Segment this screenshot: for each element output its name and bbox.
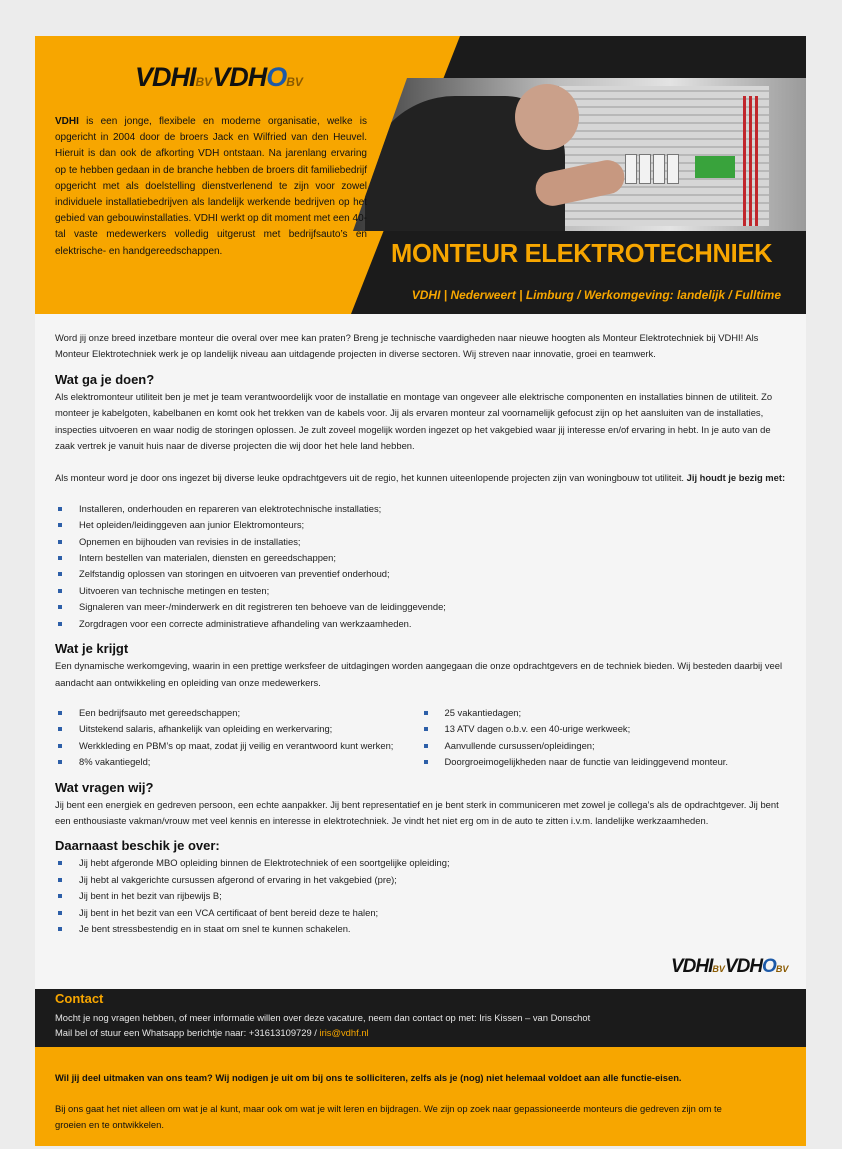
list-item: Een bedrijfsauto met gereedschappen; [55,705,421,721]
opening-paragraph: Word jij onze breed inzetbare monteur die overal over mee kan praten? Breng je technische vaardigheden naar nieuwe hoogten als Monteur Elektrotechniek bij VDHI! Als Monteur Elektrotechniek werk je op landelijk niveau aan uitdagende projecten in diverse sectoren. Wij streven naar innovatie, groei en teamwerk. [55,332,759,360]
contact-section [35,989,806,1047]
section-heading-wat-je-krijgt: Wat je krijgt [55,641,129,657]
benefits-list-right [421,705,787,771]
section-paragraph: Jij bent een energiek en gedreven persoon, een echte aanpakker. Jij bent representatief en je bent sterk in communiceren met zowel je collega’s als de opdrachtgever. Jij bent een enthousiaste vakman/vrouw met veel kennis en interesse in elektrotechniek. Je vindt het niet erg om in de auto te zitten i.v.m. landelijke werkzaamheden. [55,798,779,826]
list-item: Jij bent in het bezit van rijbewijs B; [55,888,786,904]
requirements-list [55,855,786,937]
job-title: MONTEUR ELEKTROTECHNIEK [391,240,773,268]
list-item: Uitvoeren van technische metingen en testen; [55,583,786,599]
list-item: Intern bestellen van materialen, diensten en gereedschappen; [55,550,786,566]
list-item: 25 vakantiedagen; [421,705,787,721]
list-item: Installeren, onderhouden en repareren van elektrotechnische installaties; [55,501,786,517]
list-item: Opnemen en bijhouden van revisies in de installaties; [55,534,786,550]
list-item: Zelfstandig oplossen van storingen en uitvoeren van preventief onderhoud; [55,566,786,582]
header-banner [35,36,806,314]
list-item: Aanvullende cursussen/opleidingen; [421,738,787,754]
section-paragraph: Als elektromonteur utiliteit ben je met je team verantwoordelijk voor de installatie en montage van ongeveer alle elektrische componenten en installaties binnen de utiliteit. Zo monteer je kabelgoten, kabelbanen en komt ook het trekken van de kabels voor. Jij als ervaren monteur zal voornamelijk gefocust zijn op het aansluiten van de installaties, inspecties uitvoeren en waar nodig de storingen oplossen. Je zult zoveel mogelijk worden ingezet op het vakgebied waar jij interesse en/of ervaring in hebt. In je auto van de zaak vertrek je vanuit huis naar de diverse projecten die wij door het hele land hebben. [55,390,773,452]
benefits-columns [55,705,786,771]
contact-line: Mail bel of stuur een Whatsapp berichtje naar: +31613109729 / iris@vdhf.nl [55,1027,369,1038]
section-heading-wat-vragen-wij: Wat vragen wij? [55,779,154,795]
vacancy-content [55,330,786,937]
section-paragraph: Een dynamische werkomgeving, waarin in een prettige werksfeer de uitdagingen worden aangegaan die onze opdrachtgevers en de techniek bieden. Wij besteden daarbij veel aandacht aan ontwikkeling en opleiding van onze medewerkers. [55,660,783,688]
list-item: 8% vakantiegeld; [55,754,421,770]
section-paragraph: Als monteur word je door ons ingezet bij diverse leuke opdrachtgevers uit de regio, het kunnen uiteenlopende projecten zijn van woningbouw tot utiliteit. Jij houdt je bezig met: [55,472,786,484]
list-item: Zorgdragen voor een correcte administratieve afhandeling van werkzaamheden. [55,616,786,632]
section-heading-daarnaast: Daarnaast beschik je over: [55,838,220,854]
tasks-list [55,501,786,632]
job-subtitle: VDHI | Nederweert | Limburg / Werkomgeving: landelijk / Fulltime [411,288,781,302]
contact-heading: Contact [55,991,104,1006]
contact-email-link[interactable]: iris@vdhf.nl [319,1027,369,1038]
benefits-list-left [55,705,421,771]
list-item: Signaleren van meer-/minderwerk en dit registreren ten behoeve van de leidinggevende; [55,599,786,615]
list-item: Je bent stressbestendig en in staat om snel te kunnen schakelen. [55,921,786,937]
company-intro: VDHI is een jonge, flexibele en moderne organisatie, welke is opgericht in 2004 door de broers Jack en Wilfried van den Heuvel. Hieruit is dan ook de afkorting VDH ontstaan. Na jarenlang ervaring op te hebben gedaan in de branche hebben de broers dit familiebedrijf opgericht met als doelstelling dienstverlenend te zijn voor zowel individuele installatiebedrijven als landelijk werkende bedrijven op het gebied van gebouwinstallaties. VDHI werkt op dit moment met een 40-tal vaste medewerkers volledig uitgerust met bedrijfsauto’s en elektrische- en handgereedschappen. [55,116,367,257]
list-item: 13 ATV dagen o.b.v. een 40-urige werkweek; [421,721,787,737]
list-item: Doorgroeimogelijkheden naar de functie van leidinggevend monteur. [421,754,787,770]
footer-text: Bij ons gaat het niet alleen om wat je al kunt, maar ook om wat je wilt leren en bijdragen. We zijn op zoek naar gepassioneerde monteurs die gedreven zijn om te groeien en te ontwikkelen. [55,1103,722,1130]
contact-line: Mocht je nog vragen hebben, of meer informatie willen over deze vacature, neem dan contact op met: Iris Kissen – van Donschot [55,1012,591,1023]
footer-callout: Wil jij deel uitmaken van ons team? Wij nodigen je uit om bij ons te solliciteren, zelfs als je (nog) niet helemaal voldoet aan alle functie-eisen. [55,1072,682,1083]
list-item: Jij hebt afgeronde MBO opleiding binnen de Elektrotechniek of een soortgelijke opleiding; [55,855,786,871]
company-logo-small: VDHIBVVDHOBV [671,956,789,977]
company-logo: VDHIBVVDHOBV [135,62,303,92]
list-item: Jij bent in het bezit van een VCA certificaat of bent bereid deze te halen; [55,905,786,921]
list-item: Werkkleding en PBM’s op maat, zodat jij veilig en verantwoord kunt werken; [55,738,421,754]
list-item: Uitstekend salaris, afhankelijk van opleiding en werkervaring; [55,721,421,737]
section-heading-wat-ga-je-doen: Wat ga je doen? [55,371,155,387]
vacancy-page [35,36,806,1146]
footer-section [35,1047,806,1146]
list-item: Het opleiden/leidinggeven aan junior Elektromonteurs; [55,517,786,533]
list-item: Jij hebt al vakgerichte cursussen afgerond of ervaring in het vakgebied (pre); [55,872,786,888]
